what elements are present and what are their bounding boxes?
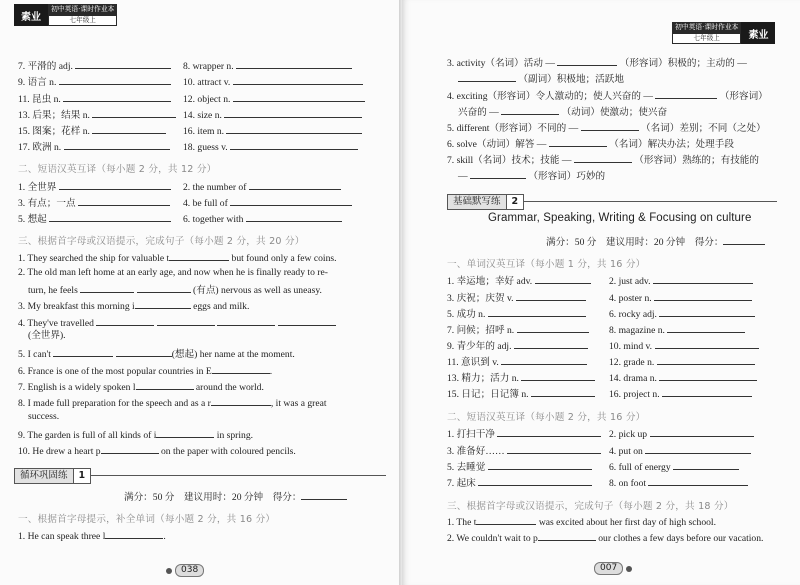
section-title: 一、根据首字母提示，补全单词（每小题 2 分，共 16 分） [18, 514, 276, 525]
vocab-item: 7. 问候；招呼 n. [447, 322, 589, 337]
phrase-item: 3. 有点；一点 [18, 195, 170, 210]
section-title: 三、根据首字母或汉语提示，完成句子（每小题 2 分，共 18 分） [447, 501, 734, 512]
sentence-item: 1. The t was excited about her first day of high school. [447, 514, 716, 529]
vocab-item: 3. 庆祝；庆贺 v. [447, 290, 586, 305]
phrase-item: 1. 全世界 [18, 179, 171, 194]
sentence-item: 9. The garden is full of all kinds of i in spring. [18, 427, 253, 442]
sentence-item: 2. The old man left home at an early age, and now when he is finally ready to re- [18, 267, 328, 278]
sentence-item: 1. They searched the ship for valuable t but found only a few coins. [18, 250, 337, 265]
vocab-item: 11. 昆虫 n. [18, 91, 171, 106]
page-dot-icon [166, 568, 172, 574]
phrase-item: 1. 打扫干净 [447, 426, 601, 441]
section-title: 一、单词汉英互译（每小题 1 分，共 16 分） [447, 259, 646, 270]
sentence-item: 2. We couldn't wait to p our clothes a few days before our vacation. [447, 530, 763, 545]
word-form-item: 3. activity（名词）活动 — （形容词）积极的；主动的 — [447, 55, 747, 70]
vocab-item: 14. drama n. [609, 370, 757, 385]
phrase-item: 6. full of energy [609, 459, 739, 474]
word-form-item: 5. different（形容词）不同的 — （名词）差别；不同（之处） [447, 120, 766, 135]
vocab-item: 8. wrapper n. [183, 58, 352, 73]
phrase-item: 4. be full of [183, 195, 352, 210]
sentence-item: turn, he feels (有点) nervous as well as uneasy. [28, 282, 322, 297]
word-form-item: （副词）积极地；活跃地 [458, 71, 624, 86]
sentence-item: success. [28, 411, 60, 422]
section-title: 三、根据首字母或汉语提示，完成句子（每小题 2 分，共 20 分） [18, 236, 305, 247]
vocab-item: 7. 平滑的 adj. [18, 58, 171, 73]
vocab-item: 9. 语言 n. [18, 74, 171, 89]
word-form-item: 7. skill（名词）技术；技能 — （形容词）熟练的；有技能的 [447, 152, 759, 167]
vocab-item: 16. project n. [609, 386, 752, 401]
phrase-item: 7. 起床 [447, 475, 592, 490]
vocab-item: 12. grade n. [609, 354, 755, 369]
sentence-item: 8. I made full preparation for the speech and as a r , it was a great [18, 395, 327, 410]
sentence-item: 3. My breakfast this morning i eggs and milk. [18, 298, 249, 313]
sentence-item: 6. France is one of the most popular countries in E . [18, 363, 272, 378]
book-logo [672, 22, 775, 44]
phrase-item: 6. together with [183, 211, 342, 226]
grade-label: 七年级上 [672, 33, 741, 44]
vocab-item: 15. 图案；花样 n. [18, 123, 166, 138]
phrase-item: 5. 想起 [18, 211, 171, 226]
section-title: 二、短语汉英互译（每小题 2 分，共 16 分） [447, 412, 646, 423]
vocab-item: 14. size n. [183, 107, 362, 122]
unit-title: Grammar, Speaking, Writing & Focusing on culture [488, 212, 752, 224]
vocab-item: 6. rocky adj. [609, 306, 755, 321]
sentence-item: (全世界). [28, 330, 66, 341]
vocab-item: 5. 成功 n. [447, 306, 586, 321]
book-title: 初中英语·课时作业本 [672, 22, 741, 33]
page-number: 038 [166, 564, 204, 577]
vocab-item: 15. 日记；日记簿 n. [447, 386, 595, 401]
score-line: 满分：50 分 建议用时：20 分钟 得分： [546, 234, 765, 248]
brand-mark: 素业 [14, 4, 48, 26]
vocab-item: 10. mind v. [609, 338, 759, 353]
right-page [402, 0, 800, 585]
book-title: 初中英语·课时作业本 [48, 4, 117, 15]
sentence-item: 5. I can't (想起) her name at the moment. [18, 346, 295, 361]
sentence-item: 7. English is a widely spoken l around the world. [18, 379, 264, 394]
vocab-item: 2. just adv. [609, 273, 753, 288]
vocab-item: 17. 欧洲 n. [18, 139, 170, 154]
score-line: 满分：50 分 建议用时：20 分钟 得分： [124, 489, 347, 503]
vocab-item: 11. 意识到 v. [447, 354, 587, 369]
phrase-item: 4. put on [609, 443, 751, 458]
vocab-item: 13. 精力；活力 n. [447, 370, 595, 385]
vocab-item: 8. magazine n. [609, 322, 745, 337]
phrase-item: 3. 准备好…… [447, 443, 601, 458]
grade-label: 七年级上 [48, 15, 117, 26]
phrase-item: 2. pick up [609, 426, 754, 441]
tag-label: 基础默写练 [448, 195, 506, 209]
word-form-item: 4. exciting（形容词）令人激动的；使人兴奋的 — （形容词） [447, 88, 768, 103]
page-number: 007 [594, 562, 632, 575]
practice-tag [14, 468, 91, 484]
vocab-item: 13. 后果；结果 n. [18, 107, 176, 122]
practice-tag [447, 194, 524, 210]
tag-number: 1 [73, 469, 91, 483]
phrase-item: 8. on foot [609, 475, 748, 490]
phrase-item: 5. 去睡觉 [447, 459, 592, 474]
phrase-item: 2. the number of [183, 179, 341, 194]
brand-mark: 素业 [741, 22, 775, 44]
sentence-item: 10. He drew a heart p on the paper with coloured pencils. [18, 443, 296, 458]
sentence-item: 4. They've travelled [18, 315, 336, 330]
vocab-item: 10. attract v. [183, 74, 363, 89]
vocab-item: 12. object n. [183, 91, 365, 106]
vocab-item: 16. item n. [183, 123, 362, 138]
fill-word-item: 1. He can speak three l . [18, 528, 166, 543]
word-form-item: 兴奋的 — （动词）使激动；使兴奋 [458, 104, 667, 119]
vocab-item: 4. poster n. [609, 290, 752, 305]
word-form-item: — （形容词）巧妙的 [458, 168, 605, 183]
tag-number: 2 [506, 195, 524, 209]
vocab-item: 1. 幸运地；幸好 adv. [447, 273, 591, 288]
word-form-item: 6. solve（动词）解答 — （名词）解决办法；处理手段 [447, 136, 734, 151]
tag-label: 循环巩固练 [15, 469, 73, 483]
section-title: 二、短语汉英互译（每小题 2 分，共 12 分） [18, 164, 217, 175]
vocab-item: 18. guess v. [183, 139, 358, 154]
book-logo [14, 4, 117, 26]
page-dot-icon [626, 566, 632, 572]
vocab-item: 9. 青少年的 adj. [447, 338, 588, 353]
